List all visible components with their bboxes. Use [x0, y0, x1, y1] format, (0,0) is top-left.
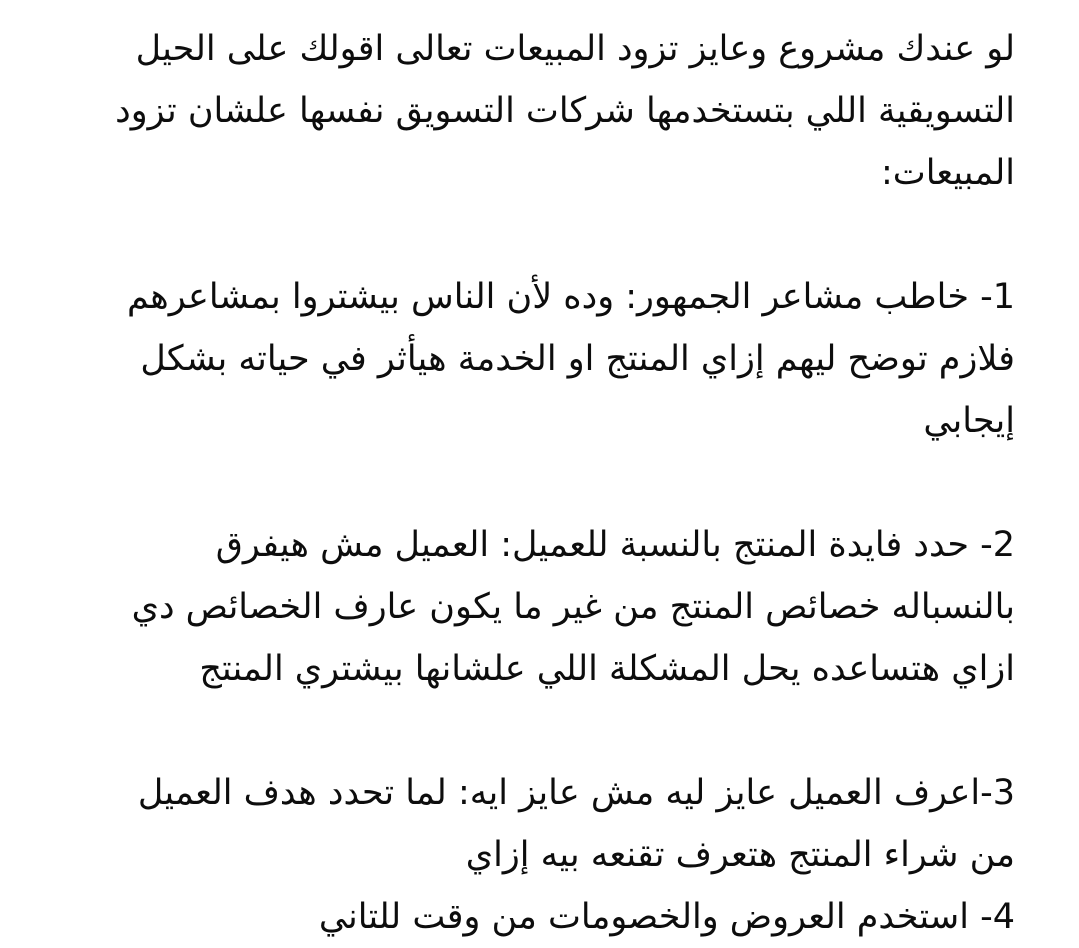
point-2-paragraph: 2- حدد فايدة المنتج بالنسبة للعميل: العميل مش هيفرق بالنسباله خصائص المنتج من غير ما يكون عارف الخصائص دي ازاي هتساعده يحل المشكلة اللي علشانها بيشتري المنتج: [131, 525, 1015, 689]
paragraph-spacer: [103, 700, 1015, 762]
document-body: [103, 18, 1015, 948]
point-1-paragraph: 1- خاطب مشاعر الجمهور: وده لأن الناس بيشتروا بمشاعرهم فلازم توضح ليهم إزاي المنتج او الخدمة هيأثر في حياته بشكل إيجابي: [126, 277, 1015, 441]
paragraph-spacer: [103, 452, 1015, 514]
intro-paragraph: لو عندك مشروع وعايز تزود المبيعات تعالى اقولك على الحيل التسويقية اللي بتستخدمها شركات التسويق نفسها علشان تزود المبيعات:: [115, 29, 1015, 193]
point-4-paragraph: 4- استخدم العروض والخصومات من وقت للتاني: [318, 897, 1015, 937]
paragraph-spacer: [103, 204, 1015, 266]
point-3-paragraph: 3-اعرف العميل عايز ليه مش عايز ايه: لما تحدد هدف العميل من شراء المنتج هتعرف تقنعه بيه إزاي: [137, 773, 1015, 875]
